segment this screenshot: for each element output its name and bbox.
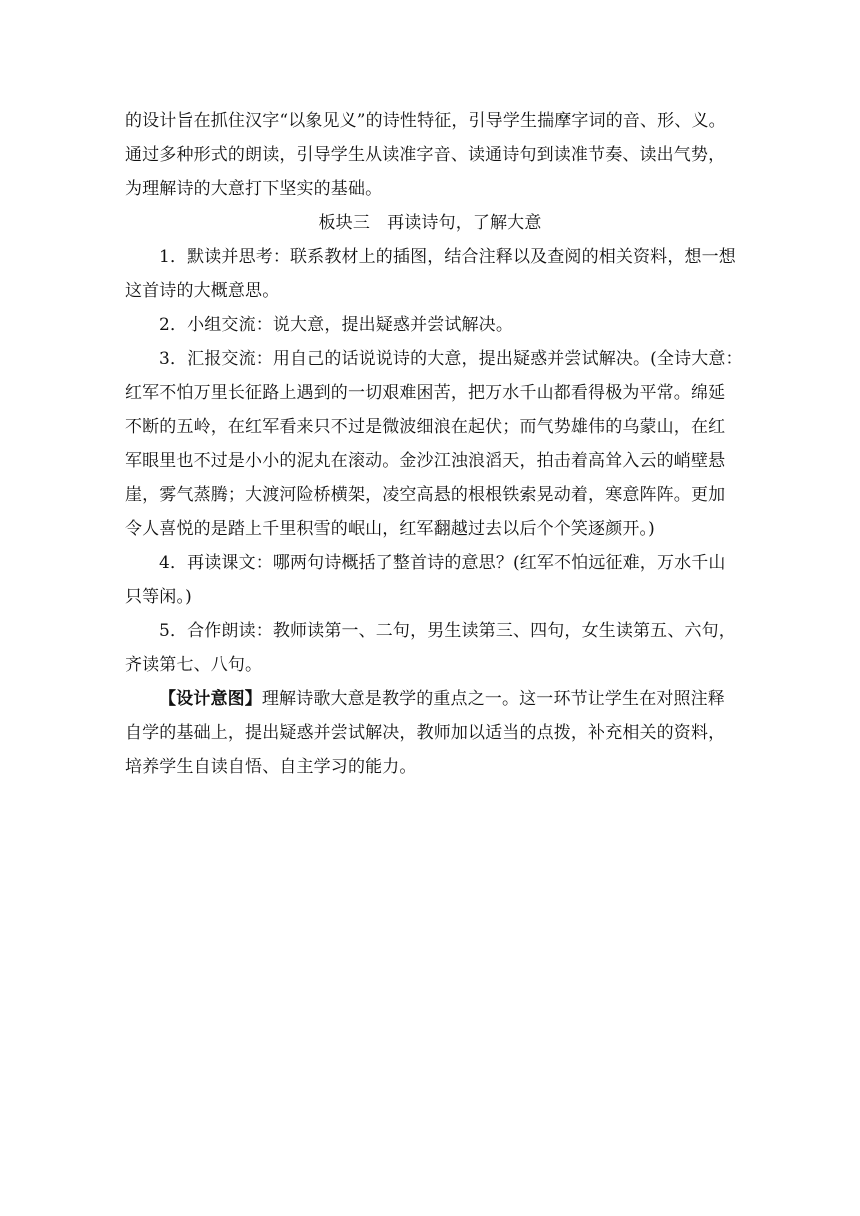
- item-3-line-5: 崖，雾气蒸腾；大渡河险桥横架，凌空高悬的根根铁索晃动着，寒意阵阵。更加: [125, 485, 726, 505]
- item-3-line-1: 3．汇报交流：用自己的话说说诗的大意，提出疑惑并尝试解决。(全诗大意：: [159, 349, 743, 369]
- item-5-line-2: 齐读第七、八句。: [125, 655, 263, 675]
- intro-line-1: 的设计旨在抓住汉字“以象见义”的诗性特征，引导学生揣摩字词的音、形、义。: [125, 111, 726, 131]
- item-1-line-1: 1．默读并思考：联系教材上的插图，结合注释以及查阅的相关资料，想一想: [159, 247, 736, 267]
- item-3: [125, 342, 743, 546]
- item-2-line-1: 2．小组交流：说大意，提出疑惑并尝试解决。: [159, 315, 513, 335]
- design-intent-line-2: 自学的基础上，提出疑惑并尝试解决，教师加以适当的点拨，补充相关的资料，: [125, 723, 726, 743]
- item-4: [125, 546, 735, 614]
- item-4-line-2: 只等闲。): [125, 587, 192, 607]
- intro-line-2: 通过多种形式的朗读，引导学生从读准字音、读通诗句到读准节奏、读出气势，: [125, 145, 726, 165]
- section-heading: 板块三 再读诗句，了解大意: [318, 213, 542, 233]
- item-5: [125, 614, 735, 682]
- item-3-line-3: 不断的五岭，在红军看来只不过是微波细浪在起伏；而气势雄伟的乌蒙山，在红: [125, 417, 726, 437]
- design-intent-paragraph: [125, 682, 735, 784]
- design-intent-text: 理解诗歌大意是教学的重点之一。这一环节让学生在对照注释: [261, 689, 725, 709]
- intro-line-3: 为理解诗的大意打下坚实的基础。: [125, 179, 383, 199]
- document-page: [125, 104, 743, 784]
- item-5-line-1: 5．合作朗读：教师读第一、二句，男生读第三、四句，女生读第五、六句，: [159, 621, 736, 641]
- item-4-line-1: 4．再读课文：哪两句诗概括了整首诗的意思？(红军不怕远征难，万水千山: [159, 553, 726, 573]
- design-intent-label: 【设计意图】: [159, 689, 262, 709]
- design-intent-line-1: [125, 682, 735, 716]
- item-3-line-2: 红军不怕万里长征路上遇到的一切艰难困苦，把万水千山都看得极为平常。绵延: [125, 383, 726, 403]
- item-3-line-4: 军眼里也不过是小小的泥丸在滚动。金沙江浊浪滔天，拍击着高耸入云的峭壁悬: [125, 451, 726, 471]
- intro-paragraph: [125, 104, 735, 206]
- item-2: [125, 308, 735, 342]
- design-intent-line-3: 培养学生自读自悟、自主学习的能力。: [125, 757, 417, 777]
- item-1: [125, 240, 735, 308]
- item-1-line-2: 这首诗的大概意思。: [125, 281, 280, 301]
- item-3-line-6: 令人喜悦的是踏上千里积雪的岷山，红军翻越过去以后个个笑逐颜开。): [125, 519, 655, 539]
